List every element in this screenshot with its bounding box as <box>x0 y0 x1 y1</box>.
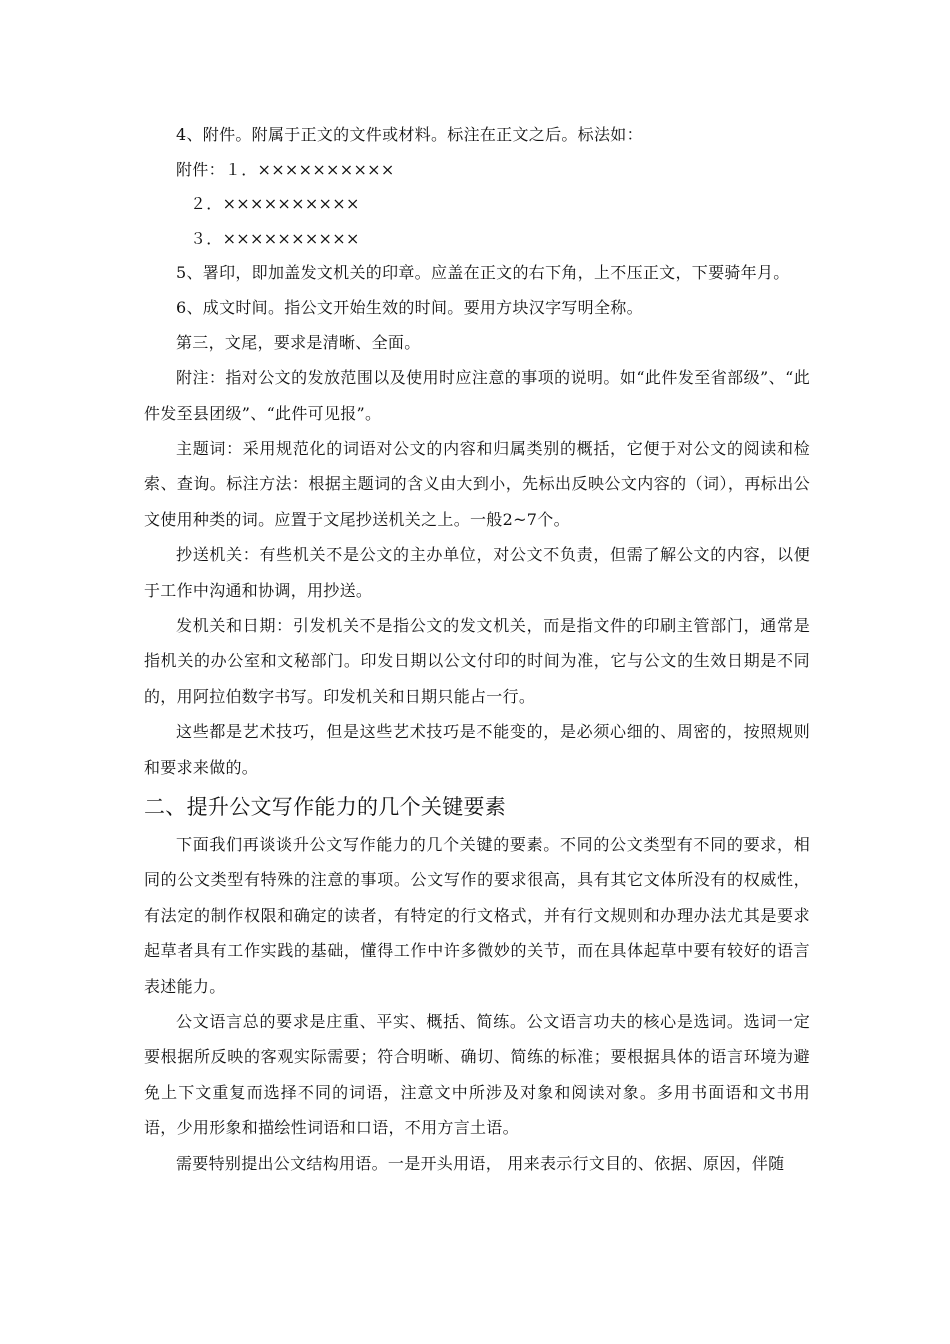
paragraph-issuing-organ-date: 发机关和日期：引发机关不是指公文的发文机关，而是指文件的印刷主管部门，通常是指机关的办公室和文秘部门。印发日期以公文付印的时间为准，它与公文的生效日期是不同的，用阿拉伯数字书写。印发机关和日期只能占一行。 <box>144 616 810 706</box>
paragraph-language-requirements: 公文语言总的要求是庄重、平实、概括、简练。公文语言功夫的核心是选词。选词一定要根据所反映的客观实际需要；符合明晰、确切、简练的标准；要根据具体的语言环境为避免上下文重复而选择不同的词语，注意文中所涉及对象和阅读对象。多用书面语和文书用语，少用形象和描绘性词语和口语，不用方言土语。 <box>144 1012 810 1138</box>
attachment-item-3: ３．×××××××××× <box>190 228 360 248</box>
attachment-item-1: 附件：１．×××××××××× <box>176 159 395 179</box>
date-rule-line: 6、成文时间。指公文开始生效的时间。要用方块汉字写明全称。 <box>176 297 643 317</box>
seal-rule-line: 5、署印，即加盖发文机关的印章。应盖在正文的右下角，上不压正文，下要骑年月。 <box>176 263 790 283</box>
paragraph-cc-organs: 抄送机关：有些机关不是公文的主办单位，对公文不负责，但需了解公文的内容，以便于工作中沟通和协调，用抄送。 <box>144 545 810 600</box>
paragraph-subject-words: 主题词：采用规范化的词语对公文的内容和归属类别的概括，它便于对公文的阅读和检索、查询。标注方法：根据主题词的含义由大到小，先标出反映公文内容的（词），再标出公文使用种类的词。应置于文尾抄送机关之上。一般2~7个。 <box>144 438 810 529</box>
paragraph-structure-terms: 需要特别提出公文结构用语。一是开头用语， 用来表示行文目的、依据、原因，伴随 <box>176 1153 785 1173</box>
attachment-rule-line: 4、附件。附属于正文的文件或材料。标注在正文之后。标法如： <box>176 125 643 144</box>
section-three-line: 第三，文尾，要求是清晰、全面。 <box>176 332 421 352</box>
attachment-item-2: ２．×××××××××× <box>190 194 360 214</box>
paragraph-key-elements: 下面我们再谈谈升公文写作能力的几个关键的要素。不同的公文类型有不同的要求，相同的公文类型有特殊的注意的事项。公文写作的要求很高，具有其它文体所没有的权威性，有法定的制作权限和确定的读者，有特定的行文格式，并有行文规则和办理办法尤其是要求起草者具有工作实践的基础，懂得工作中许多微妙的关节，而在具体起草中要有较好的语言表述能力。 <box>144 835 810 996</box>
document-body <box>144 118 810 1181</box>
paragraph-annotation: 附注：指对公文的发放范围以及使用时应注意的事项的说明。如“此件发至省部级”、“此件发至县团级”、“此件可见报”。 <box>144 368 810 423</box>
section-heading: 二、提升公文写作能力的几个关键要素 <box>144 795 507 820</box>
paragraph-art-skills: 这些都是艺术技巧，但是这些艺术技巧是不能变的，是必须心细的、周密的，按照规则和要求来做的。 <box>144 722 810 777</box>
